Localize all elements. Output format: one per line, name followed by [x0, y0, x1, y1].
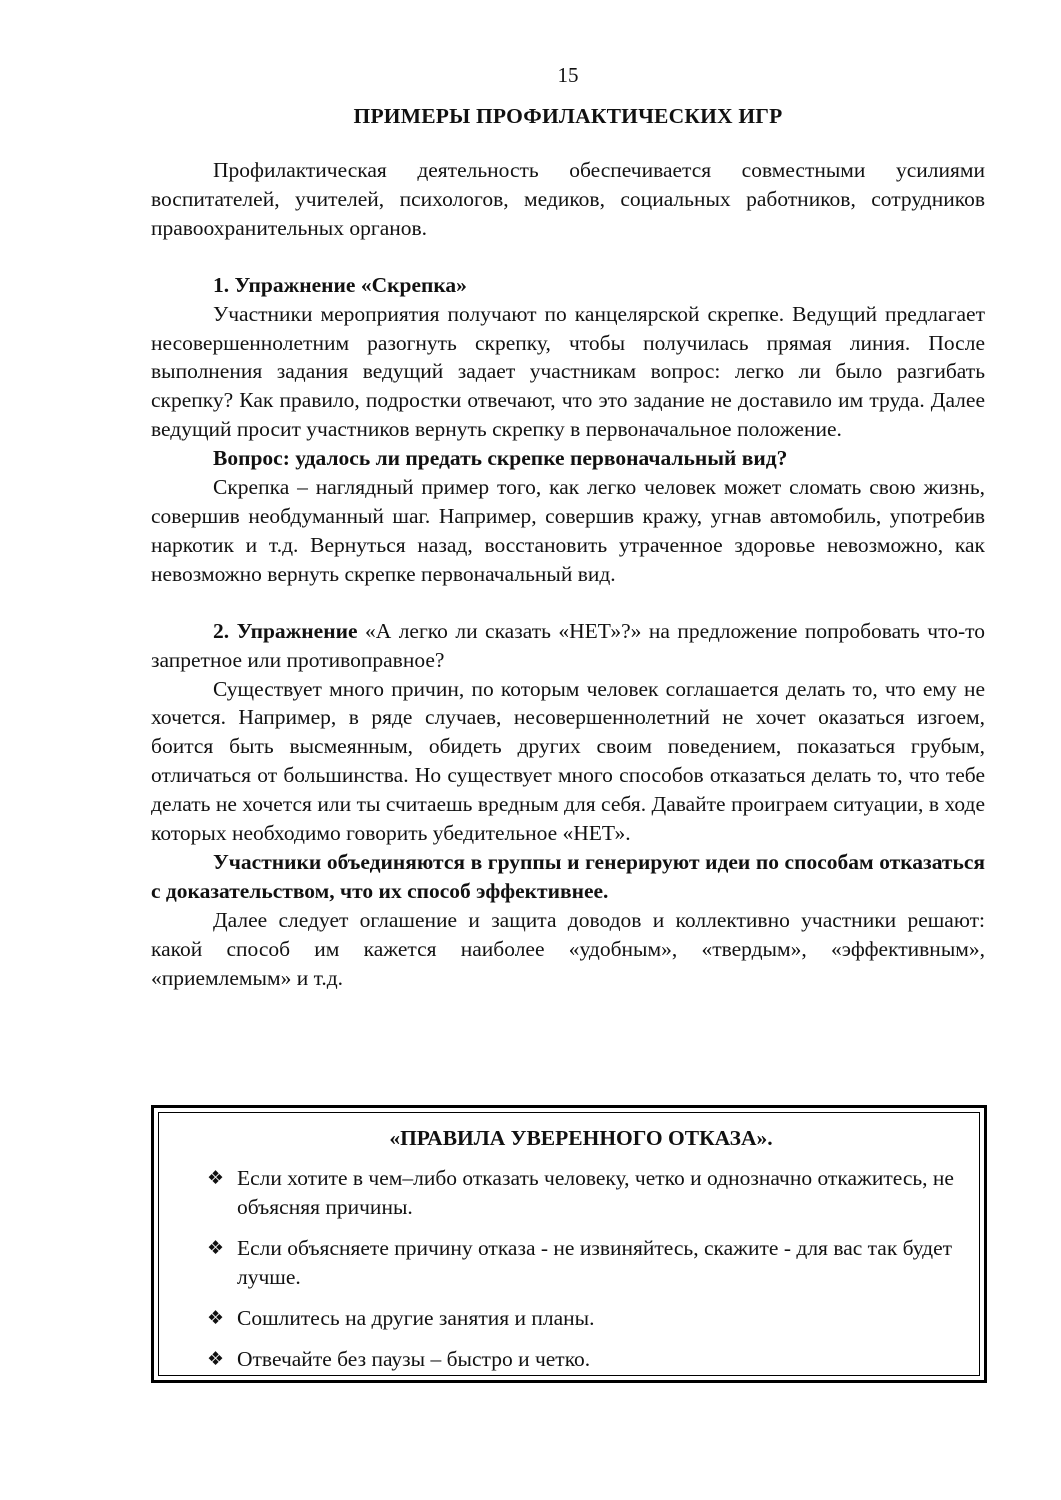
intro-paragraph: Профилактическая деятельность обеспечивается совместными усилиями воспитателей, учителей, психологов, медиков, социальных работников, сотрудников правоохранительных органов. — [151, 158, 985, 240]
rules-list-item — [207, 1304, 955, 1333]
rules-item-text: Отвечайте без паузы – быстро и четко. — [237, 1346, 591, 1371]
exercise1-text: Участники мероприятия получают по канцелярской скрепке. Ведущий предлагает несовершеннолетним разогнуть скрепку, чтобы получилась прямая линия. После выполнения задания ведущий задает участникам вопрос: легко ли было разгибать скрепку? Как правило, подростки отвечают, что это задание не доставило им труда. Далее ведущий просит участников вернуть скрепку в первоначальное положение. — [151, 301, 985, 442]
exercise2-heading-rest: «А легко ли сказать «НЕТ»?» на предложение попробовать что-то запретное или противоправное? — [151, 618, 985, 672]
rules-box — [151, 1105, 987, 1383]
exercise2-heading-bold: 2. Упражнение — [213, 618, 358, 643]
exercise2-instruction: Участники объединяются в группы и генерируют идеи по способам отказаться с доказательством, что их способ эффективнее. — [151, 849, 985, 903]
exercise1-conclusion: Скрепка – наглядный пример того, как легко человек может сломать свою жизнь, совершив необдуманный шаг. Например, совершив кражу, угнав автомобиль, употребив наркотик и т.д. Вернуться назад, восстановить утраченное здоровье невозможно, как невозможно вернуть скрепке первоначальный вид. — [151, 475, 985, 586]
exercise2-heading — [151, 617, 985, 675]
diamond-bullet-icon: ❖ — [207, 1306, 225, 1329]
rules-title: «ПРАВИЛА УВЕРЕННОГО ОТКАЗА». — [389, 1126, 773, 1150]
exercise1-question: Вопрос: удалось ли предать скрепке первоначальный вид? — [213, 446, 788, 471]
diamond-bullet-icon: ❖ — [207, 1167, 225, 1189]
diamond-bullet-icon: ❖ — [207, 1236, 225, 1259]
exercise2-text: Существует много причин, по которым человек соглашается делать то, что ему не хочется. Например, в ряде случаев, несовершеннолетний не хочет оказаться изгоем, боится быть высмеянным, обидеть других своим поведением, показаться грубым, отличаться от большинства. Но существует много способов отказаться делать то, что тебе делать не хочется или ты считаешь вредным для себя. Давайте проиграем ситуации, в ходе которых необходимо говорить убедительное «НЕТ». — [151, 676, 985, 846]
page-title: ПРИМЕРЫ ПРОФИЛАКТИЧЕСКИХ ИГР — [353, 104, 783, 128]
exercise2-followup: Далее следует оглашение и защита доводов и коллективно участники решают: какой способ им кажется наиболее «удобным», «твердым», «эффективным», «приемлемым» и т.д. — [151, 907, 985, 990]
rules-item-text: Если хотите в чем–либо отказать человеку, четко и однозначно откажитесь, не объясняя причины. — [237, 1166, 954, 1219]
rules-box-inner — [158, 1112, 980, 1376]
page-number: 15 — [557, 63, 579, 87]
exercise1-heading: 1. Упражнение «Скрепка» — [213, 272, 467, 297]
diamond-bullet-icon: ❖ — [207, 1347, 225, 1370]
rules-list-item — [207, 1234, 955, 1292]
rules-list-item — [207, 1345, 955, 1374]
rules-item-text: Сошлитесь на другие занятия и планы. — [237, 1305, 595, 1330]
rules-item-text: Если объясняете причину отказа - не извиняйтесь, скажите - для вас так будет лучше. — [237, 1235, 953, 1289]
document-page — [151, 62, 985, 992]
rules-list — [207, 1164, 955, 1373]
rules-list-item — [207, 1164, 955, 1222]
